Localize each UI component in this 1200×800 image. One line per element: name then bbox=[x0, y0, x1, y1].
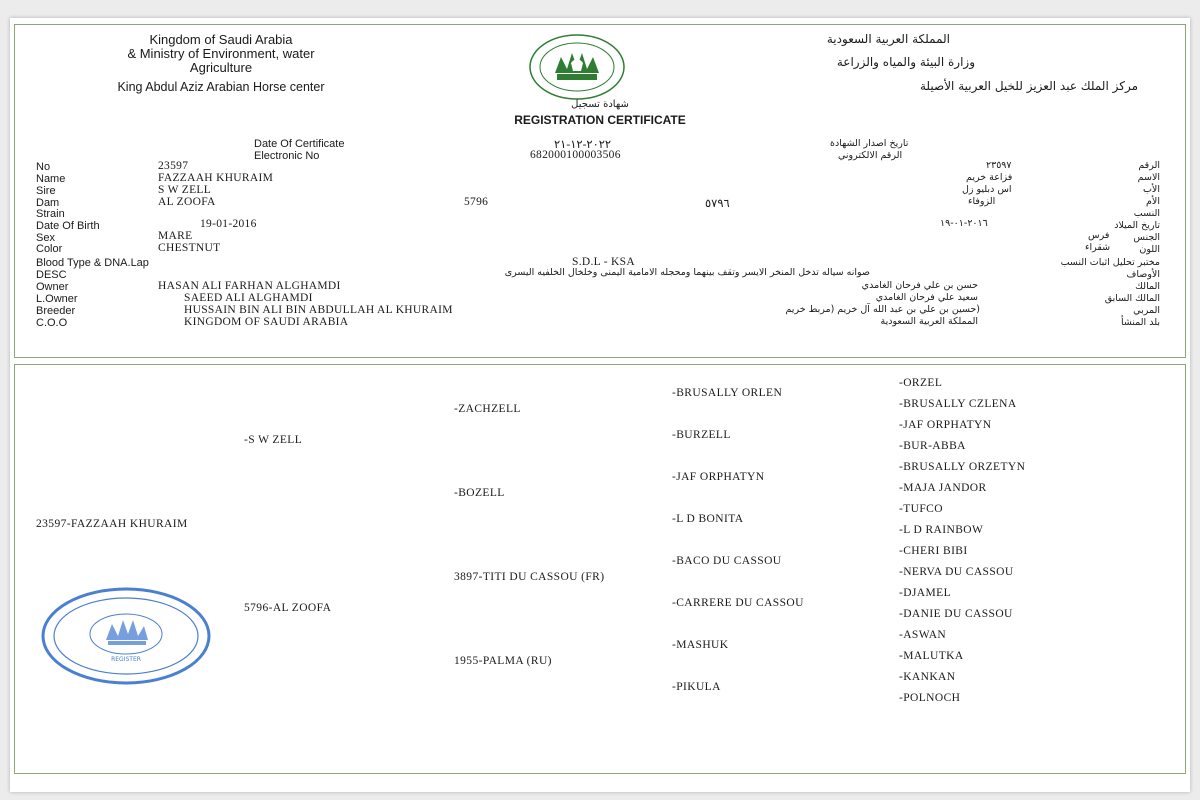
field-label-ar-sire: الأب bbox=[1142, 184, 1160, 195]
field-label-dob: Date Of Birth bbox=[36, 220, 100, 232]
pedigree-gen4-item: -KANKAN bbox=[899, 671, 956, 683]
field-value-blood: S.D.L - KSA bbox=[572, 256, 635, 268]
seal-text: REGISTER bbox=[111, 656, 141, 663]
field-value-ar-desc: صوانه سياله تدخل المنخر الايسر وتقف بينهما ومحجله الامامية اليمنى وخلخال الخلفيه اليسرى bbox=[504, 267, 870, 278]
field-label-desc: DESC bbox=[36, 269, 67, 281]
field-value-ar-color: شقراء bbox=[1085, 242, 1111, 253]
pedigree-gen2-item: -ZACHZELL bbox=[454, 403, 521, 415]
electronic-label-ar: الرقم الالكتروني bbox=[838, 150, 903, 161]
field-value-owner: HASAN ALI FARHAN ALGHAMDI bbox=[158, 280, 341, 292]
pedigree-gen4-item: -BRUSALLY ORZETYN bbox=[899, 461, 1026, 473]
pedigree-gen3-item: -BACO DU CASSOU bbox=[672, 555, 782, 567]
title-ar: شهادة تسجيل bbox=[571, 99, 629, 110]
pedigree-gen3-item: -JAF ORPHATYN bbox=[672, 471, 765, 483]
electronic-label: Electronic No bbox=[254, 150, 320, 162]
field-label-ar-no: الرقم bbox=[1138, 160, 1160, 171]
pedigree-gen3-item: -BURZELL bbox=[672, 429, 731, 441]
field-value-breeder: HUSSAIN BIN ALI BIN ABDULLAH AL KHURAIM bbox=[184, 304, 453, 316]
field-label-ar-breeder: المربي bbox=[1133, 305, 1160, 316]
pedigree-gen4-item: -MAJA JANDOR bbox=[899, 482, 987, 494]
pedigree-gen2-item: 1955-PALMA (RU) bbox=[454, 655, 552, 667]
field-label-ar-owner: المالك bbox=[1135, 281, 1160, 292]
field-label-ar-desc: الأوصاف bbox=[1126, 269, 1160, 280]
header-ar-line2: وزارة البيئة والمياه والزراعة bbox=[836, 55, 975, 69]
date-label: Date Of Certificate bbox=[254, 138, 345, 150]
pedigree-gen3-item: -CARRERE DU CASSOU bbox=[672, 597, 804, 609]
pedigree-gen4-item: -ASWAN bbox=[899, 629, 947, 641]
field-value-ar-dob: ٢٠١٦-٠١-١٩ bbox=[940, 218, 988, 229]
field-value-ar-coo: المملكة العربية السعودية bbox=[880, 316, 978, 327]
field-label-ar-sex: الجنس bbox=[1133, 232, 1160, 243]
pedigree-gen4-item: -DJAMEL bbox=[899, 587, 951, 599]
field-label-lowner: L.Owner bbox=[36, 293, 78, 305]
pedigree-gen4-item: -L D RAINBOW bbox=[899, 524, 984, 536]
field-label-color: Color bbox=[36, 243, 63, 255]
pedigree-gen4-item: -BUR-ABBA bbox=[899, 440, 966, 452]
header-ar-line1: المملكة العربية السعودية bbox=[826, 32, 950, 46]
pedigree-subject: 23597-FAZZAAH KHURAIM bbox=[36, 518, 188, 530]
field-value-sire: S W ZELL bbox=[158, 184, 212, 196]
header-ar-line3: مركز الملك عبد العزيز للخيل العربية الأصيلة bbox=[920, 79, 1138, 93]
pedigree-gen2-item: -BOZELL bbox=[454, 487, 505, 499]
field-value-ar-lowner: سعيد علي فرحان الغامدي bbox=[875, 292, 978, 303]
pedigree-dam: 5796-AL ZOOFA bbox=[244, 602, 332, 614]
dam-number-ar: ٥٧٩٦ bbox=[705, 198, 730, 210]
field-value-sex: MARE bbox=[158, 230, 193, 242]
date-label-ar: تاريخ اصدار الشهادة bbox=[830, 138, 909, 149]
field-label-ar-lowner: المالك السابق bbox=[1104, 293, 1160, 304]
field-label-owner: Owner bbox=[36, 281, 69, 293]
pedigree-gen4-item: -POLNOCH bbox=[899, 692, 961, 704]
field-value-no: 23597 bbox=[158, 160, 189, 172]
field-label-ar-dam: الأم bbox=[1146, 196, 1160, 207]
pedigree-gen2-item: 3897-TITI DU CASSOU (FR) bbox=[454, 571, 605, 583]
field-value-ar-sex: فرس bbox=[1088, 230, 1110, 241]
field-value-ar-owner: حسن بن علي فرحان الغامدي bbox=[861, 280, 978, 291]
field-value-color: CHESTNUT bbox=[158, 242, 221, 254]
field-value-ar-sire: اس دبليو زل bbox=[962, 184, 1012, 195]
field-label-no: No bbox=[36, 161, 51, 173]
field-label-ar-coo: بلد المنشأ bbox=[1120, 317, 1160, 328]
field-label-ar-name: الاسم bbox=[1137, 172, 1160, 183]
field-label-dam: Dam bbox=[36, 197, 60, 209]
field-value-ar-name: فزاعة خريم bbox=[966, 172, 1013, 183]
field-label-name: Name bbox=[36, 173, 66, 185]
field-label-ar-blood: مختبر تحليل اثبات النسب bbox=[1060, 257, 1160, 268]
pedigree-gen3-item: -MASHUK bbox=[672, 639, 729, 651]
pedigree-gen4-item: -DANIE DU CASSOU bbox=[899, 608, 1013, 620]
field-value-name: FAZZAAH KHURAIM bbox=[158, 172, 274, 184]
field-label-blood: Blood Type & DNA.Lap bbox=[36, 257, 149, 269]
field-value-coo: KINGDOM OF SAUDI ARABIA bbox=[184, 316, 349, 328]
field-label-sex: Sex bbox=[36, 232, 55, 244]
pedigree-gen4-item: -MALUTKA bbox=[899, 650, 964, 662]
header-en-line3: Agriculture bbox=[189, 60, 253, 75]
field-label-strain: Strain bbox=[36, 208, 65, 220]
pedigree-gen4-item: -NERVA DU CASSOU bbox=[899, 566, 1014, 578]
pedigree-gen3-item: -PIKULA bbox=[672, 681, 721, 693]
dam-number: 5796 bbox=[464, 196, 489, 208]
registration-seal-icon bbox=[40, 586, 212, 686]
field-value-ar-breeder: (حسين بن علي بن عبد الله آل خريم (مربط خريم bbox=[785, 304, 980, 315]
field-value-ar-no: ٢٣٥٩٧ bbox=[986, 160, 1012, 171]
header-en-line4: King Abdul Aziz Arabian Horse center bbox=[117, 80, 325, 94]
pedigree-gen3-item: -L D BONITA bbox=[672, 513, 744, 525]
field-value-lowner: SAEED ALI ALGHAMDI bbox=[184, 292, 313, 304]
field-label-ar-strain: النسب bbox=[1133, 208, 1160, 219]
header-en-line1: Kingdom of Saudi Arabia bbox=[149, 32, 293, 47]
field-label-ar-dob: تاريخ الميلاد bbox=[1114, 220, 1160, 231]
electronic-value: 682000100003506 bbox=[530, 149, 621, 161]
field-value-ar-dam: الزوفاء bbox=[968, 196, 996, 207]
field-label-breeder: Breeder bbox=[36, 305, 76, 317]
pedigree-gen4-item: -ORZEL bbox=[899, 377, 943, 389]
center-logo-icon bbox=[527, 33, 627, 101]
title-en: REGISTRATION CERTIFICATE bbox=[514, 113, 686, 127]
header-en-line2: & Ministry of Environment, water bbox=[127, 46, 315, 61]
field-label-ar-color: اللون bbox=[1139, 244, 1160, 255]
field-value-dob: 19-01-2016 bbox=[200, 218, 257, 230]
pedigree-gen3-item: -BRUSALLY ORLEN bbox=[672, 387, 783, 399]
field-label-coo: C.O.O bbox=[36, 317, 68, 329]
pedigree-sire: -S W ZELL bbox=[244, 434, 303, 446]
pedigree-gen4-item: -CHERI BIBI bbox=[899, 545, 968, 557]
pedigree-gen4-item: -TUFCO bbox=[899, 503, 943, 515]
field-label-sire: Sire bbox=[36, 185, 56, 197]
pedigree-gen4-item: -JAF ORPHATYN bbox=[899, 419, 992, 431]
field-value-dam: AL ZOOFA bbox=[158, 196, 216, 208]
pedigree-gen4-item: -BRUSALLY CZLENA bbox=[899, 398, 1017, 410]
date-value: ٢٠٢٢-١٢-٢١ bbox=[554, 139, 612, 151]
